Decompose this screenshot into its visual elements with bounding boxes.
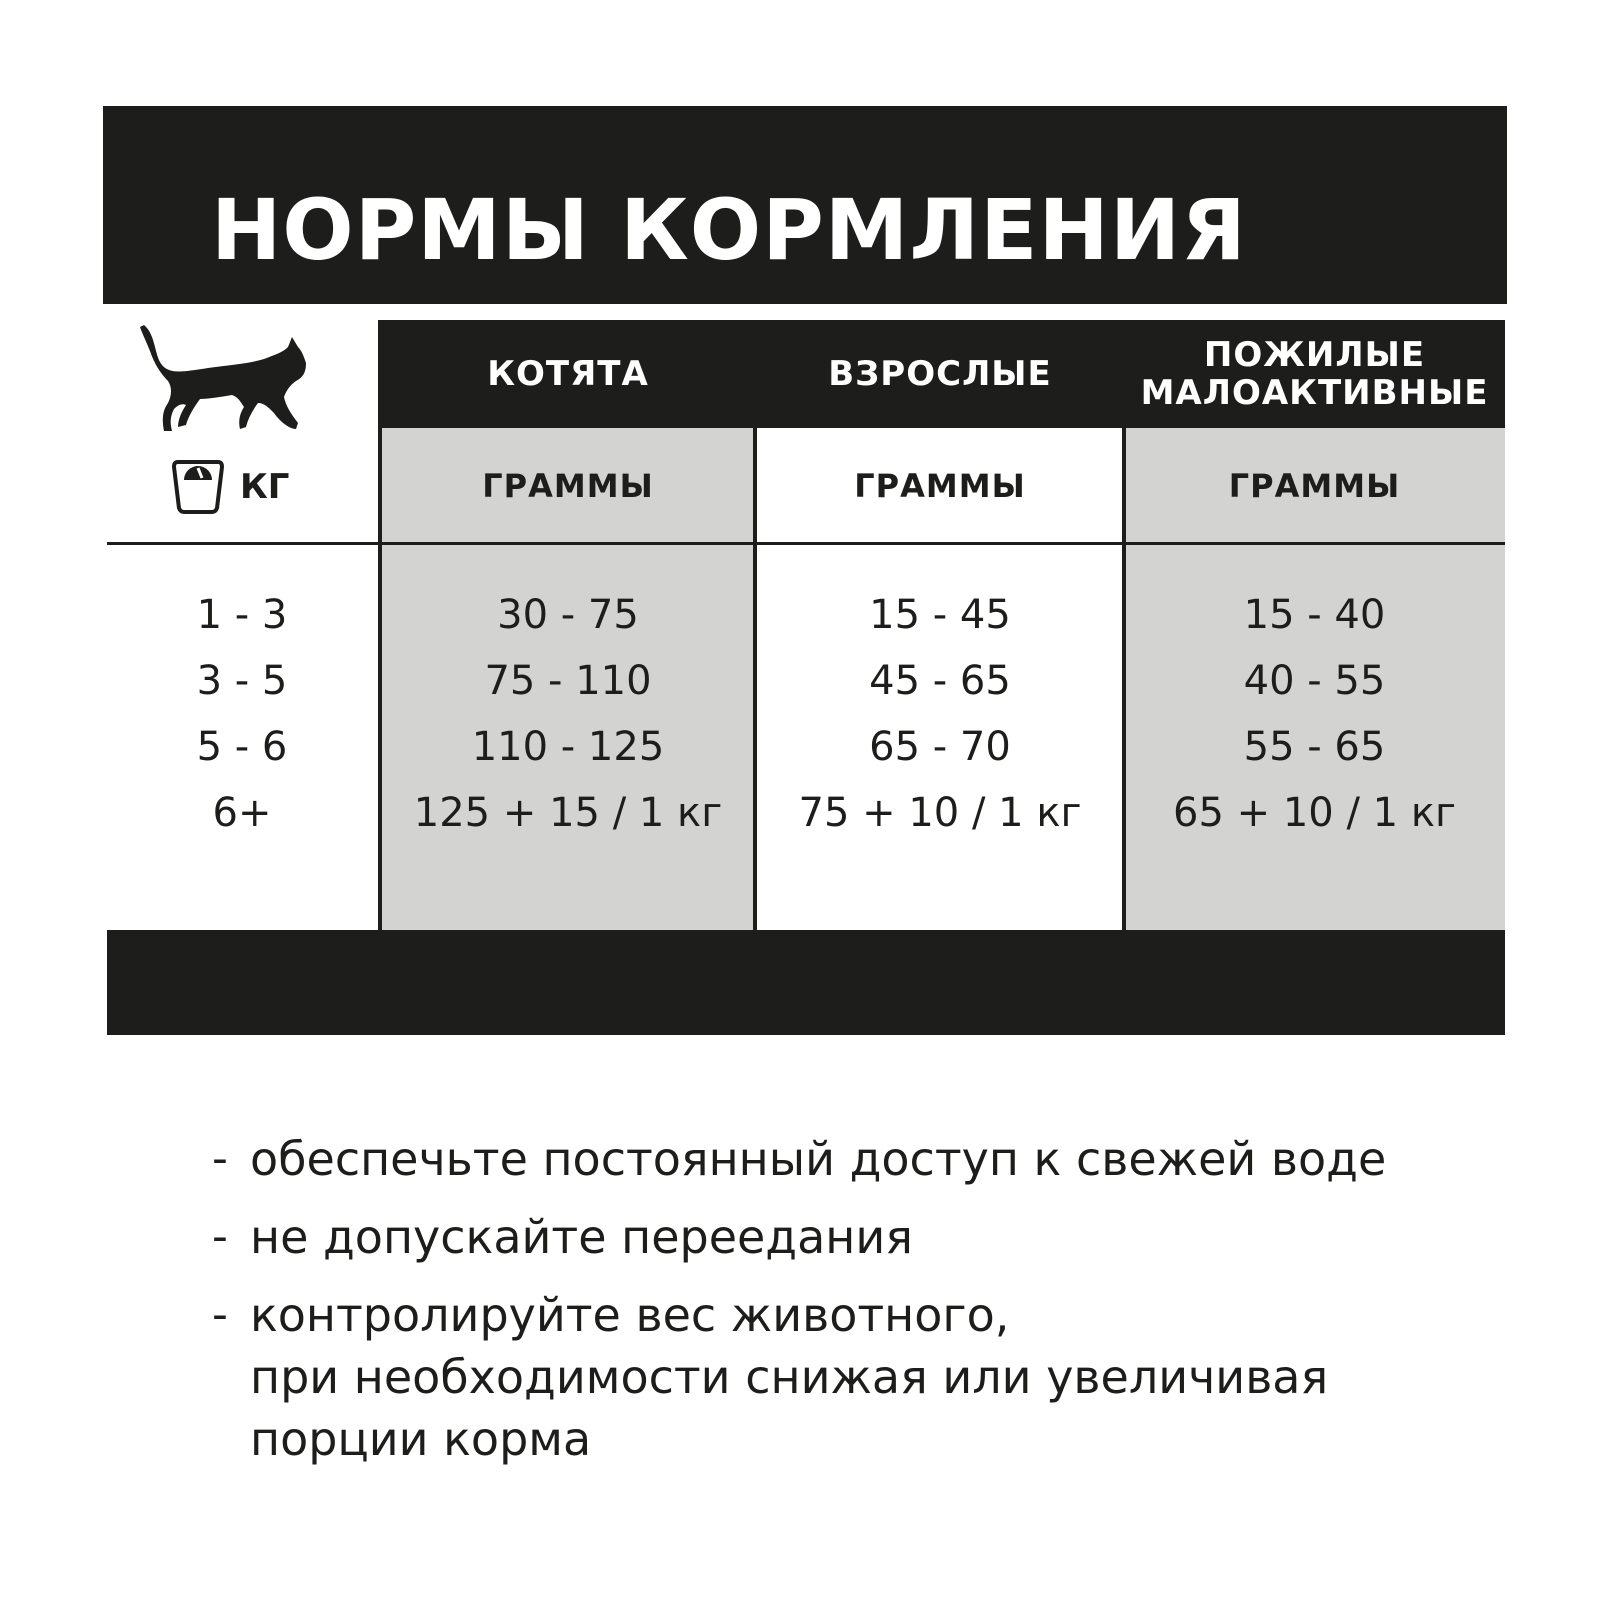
column-header-label: ВЗРОСЛЫЕ — [828, 354, 1052, 394]
page-title: НОРМЫ КОРМЛЕНИЯ — [211, 181, 1247, 279]
note-bullet: - — [212, 1133, 228, 1184]
column-subheader: ГРАММЫ — [1228, 467, 1401, 505]
value-cell: 65 + 10 / 1 кг — [1173, 790, 1456, 836]
value-cell: 45 - 65 — [869, 658, 1011, 704]
column-header-label: МАЛОАКТИВНЫЕ — [1140, 373, 1489, 413]
column-header-seniors — [1124, 320, 1505, 428]
weight-unit-label: КГ — [240, 467, 290, 507]
cat-silhouette-icon — [140, 325, 310, 440]
note-text: контролируйте вес животного, — [250, 1288, 1010, 1342]
weight-cell: 1 - 3 — [196, 592, 288, 638]
bottom-bar — [107, 930, 1505, 1035]
weight-cell: 3 - 5 — [196, 658, 288, 704]
note-text: порции корма — [250, 1412, 592, 1466]
note-bullet: - — [212, 1289, 228, 1340]
column-header-kittens — [380, 320, 756, 428]
note-text: при необходимости снижая или увеличивая — [250, 1350, 1329, 1404]
column-header-label: КОТЯТА — [487, 354, 649, 394]
column-header-adults — [756, 320, 1124, 428]
value-cell: 75 - 110 — [484, 658, 652, 704]
weight-cell: 6+ — [212, 790, 272, 836]
note-bullet: - — [212, 1211, 228, 1262]
value-cell: 125 + 15 / 1 кг — [413, 790, 723, 836]
header-rule — [107, 542, 1505, 545]
column-subheader: ГРАММЫ — [482, 467, 654, 505]
note-text: не допускайте переедания — [250, 1210, 913, 1264]
value-cell: 110 - 125 — [471, 724, 665, 770]
column-header-label: ПОЖИЛЫЕ — [1203, 335, 1426, 375]
column-subheader: ГРАММЫ — [854, 467, 1026, 505]
scale-icon — [172, 458, 224, 514]
value-cell: 30 - 75 — [497, 592, 639, 638]
value-cell: 65 - 70 — [869, 724, 1011, 770]
value-cell: 55 - 65 — [1243, 724, 1386, 770]
weight-cell: 5 - 6 — [196, 724, 288, 770]
value-cell: 75 + 10 / 1 кг — [798, 790, 1082, 836]
value-cell: 40 - 55 — [1243, 658, 1386, 704]
value-cell: 15 - 40 — [1243, 592, 1386, 638]
note-text: обеспечьте постоянный доступ к свежей воде — [250, 1132, 1387, 1186]
value-cell: 15 - 45 — [869, 592, 1011, 638]
